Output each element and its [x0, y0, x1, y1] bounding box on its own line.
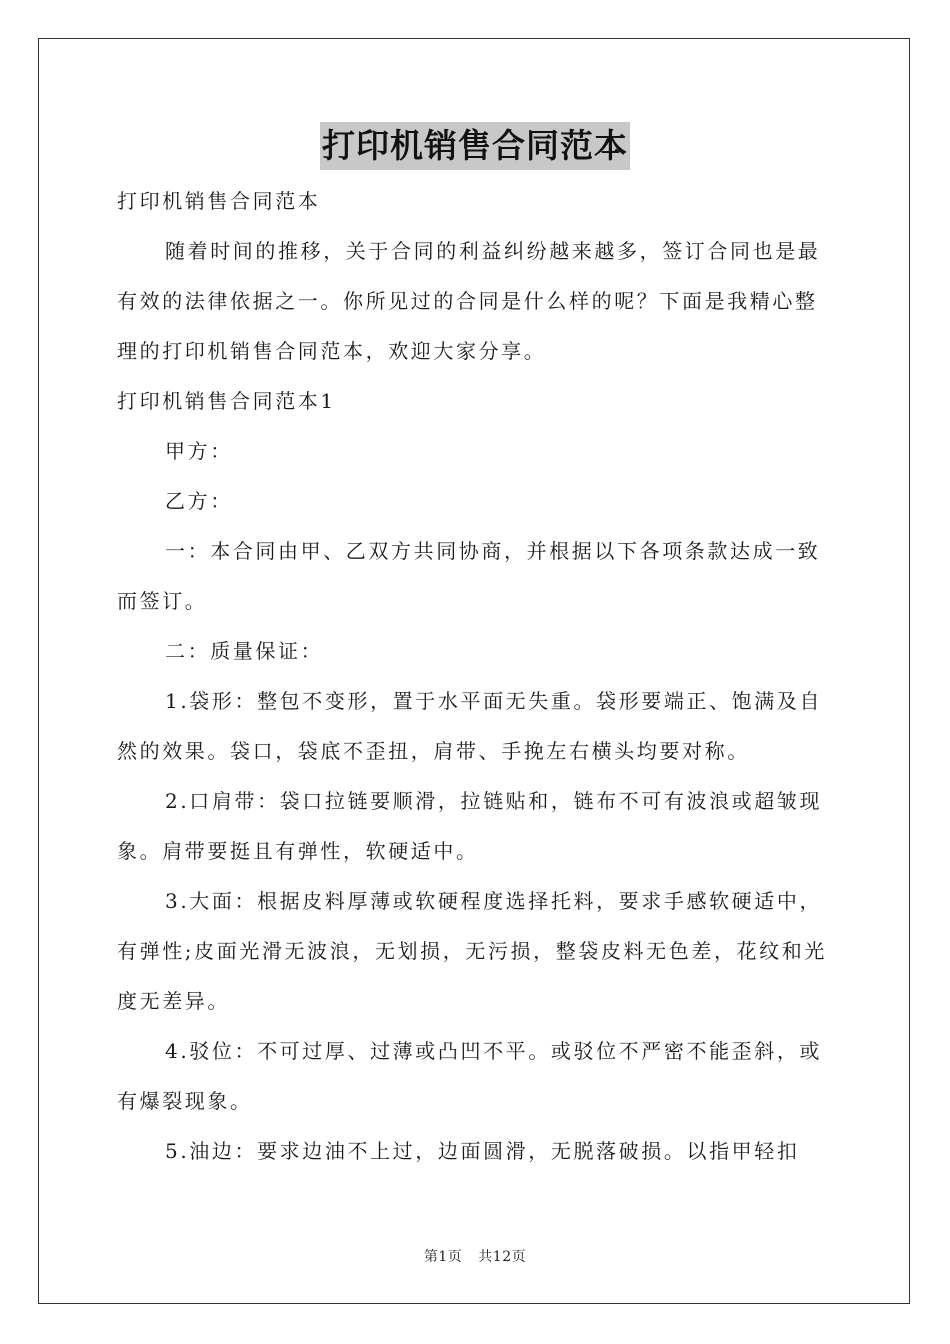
party-b-line: 乙方：	[165, 489, 233, 513]
page-footer	[0, 1246, 950, 1266]
subtitle-line: 打印机销售合同范本	[117, 189, 321, 213]
intro-paragraph: 随着时间的推移，关于合同的利益纠纷越来越多，签订合同也是最有效的法律依据之一。你所见过的合同是什么样的呢？下面是我精心整理的打印机销售合同范本，欢迎大家分享。	[117, 239, 821, 363]
party-a-line: 甲方：	[165, 439, 233, 463]
item-2-paragraph: 2.口肩带：袋口拉链要顺滑，拉链贴和，链布不可有波浪或超皱现象。肩带要挺且有弹性，软硬适中。	[117, 789, 823, 863]
item-3-paragraph: 3.大面：根据皮料厚薄或软硬程度选择托料，要求手感软硬适中，有弹性;皮面光滑无波浪，无划损，无污损，整袋皮料无色差，花纹和光度无差异。	[117, 889, 827, 1013]
item-5-paragraph: 5.油边：要求边油不上过，边面圆滑，无脱落破损。以指甲轻扣	[165, 1139, 800, 1163]
clause-1-paragraph: 一：本合同由甲、乙双方共同协商，并根据以下各项条款达成一致而签订。	[117, 539, 821, 613]
title-container	[0, 122, 950, 170]
page-number: 第1页	[423, 1249, 463, 1265]
clause-2-heading: 二：质量保证：	[165, 639, 324, 663]
item-4-paragraph: 4.驳位：不可过厚、过薄或凸凹不平。或驳位不严密不能歪斜，或有爆裂现象。	[117, 1039, 823, 1113]
document-title: 打印机销售合同范本	[320, 122, 630, 170]
document-body	[117, 176, 839, 1176]
item-1-paragraph: 1.袋形：整包不变形，置于水平面无失重。袋形要端正、饱满及自然的效果。袋口，袋底不歪扭，肩带、手挽左右横头均要对称。	[117, 689, 823, 763]
total-pages: 共12页	[478, 1249, 527, 1265]
section-heading: 打印机销售合同范本1	[117, 389, 336, 413]
